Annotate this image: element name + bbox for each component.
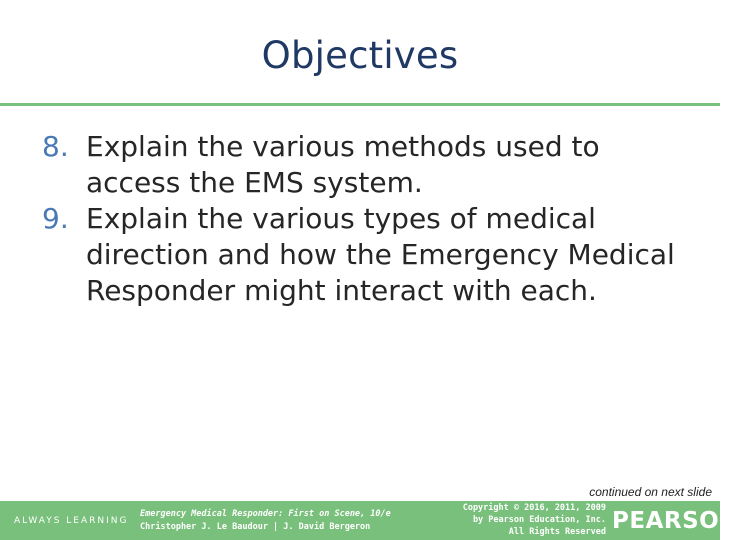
footer-bar xyxy=(0,501,739,540)
book-authors: Christopher J. Le Baudour | J. David Bergeron xyxy=(140,522,371,532)
objective-number: 8. xyxy=(42,130,69,163)
copyright-notice xyxy=(436,502,606,538)
continued-note: continued on next slide xyxy=(589,485,712,499)
objective-text: Explain the various methods used to access the EMS system. xyxy=(86,130,600,199)
objective-item xyxy=(42,201,702,309)
pearson-logo xyxy=(612,506,739,536)
copyright-line: Copyright © 2016, 2011, 2009 xyxy=(462,503,606,513)
footer-tagline: ALWAYS LEARNING xyxy=(14,516,129,526)
book-title: Emergency Medical Responder: First on Scene, 10/e xyxy=(140,509,391,519)
book-credit xyxy=(140,508,391,534)
objective-item xyxy=(42,129,702,201)
copyright-line: All Rights Reserved xyxy=(508,527,606,537)
copyright-line: by Pearson Education, Inc. xyxy=(472,515,606,525)
slide-title: Objectives xyxy=(261,34,459,77)
objectives-list xyxy=(42,129,702,309)
objective-number: 9. xyxy=(42,202,69,235)
objective-text: Explain the various types of medical direction and how the Emergency Medical Responder might interact with each. xyxy=(86,202,675,307)
title-divider xyxy=(0,103,720,106)
pearson-wordmark: PEARSON xyxy=(612,508,739,534)
